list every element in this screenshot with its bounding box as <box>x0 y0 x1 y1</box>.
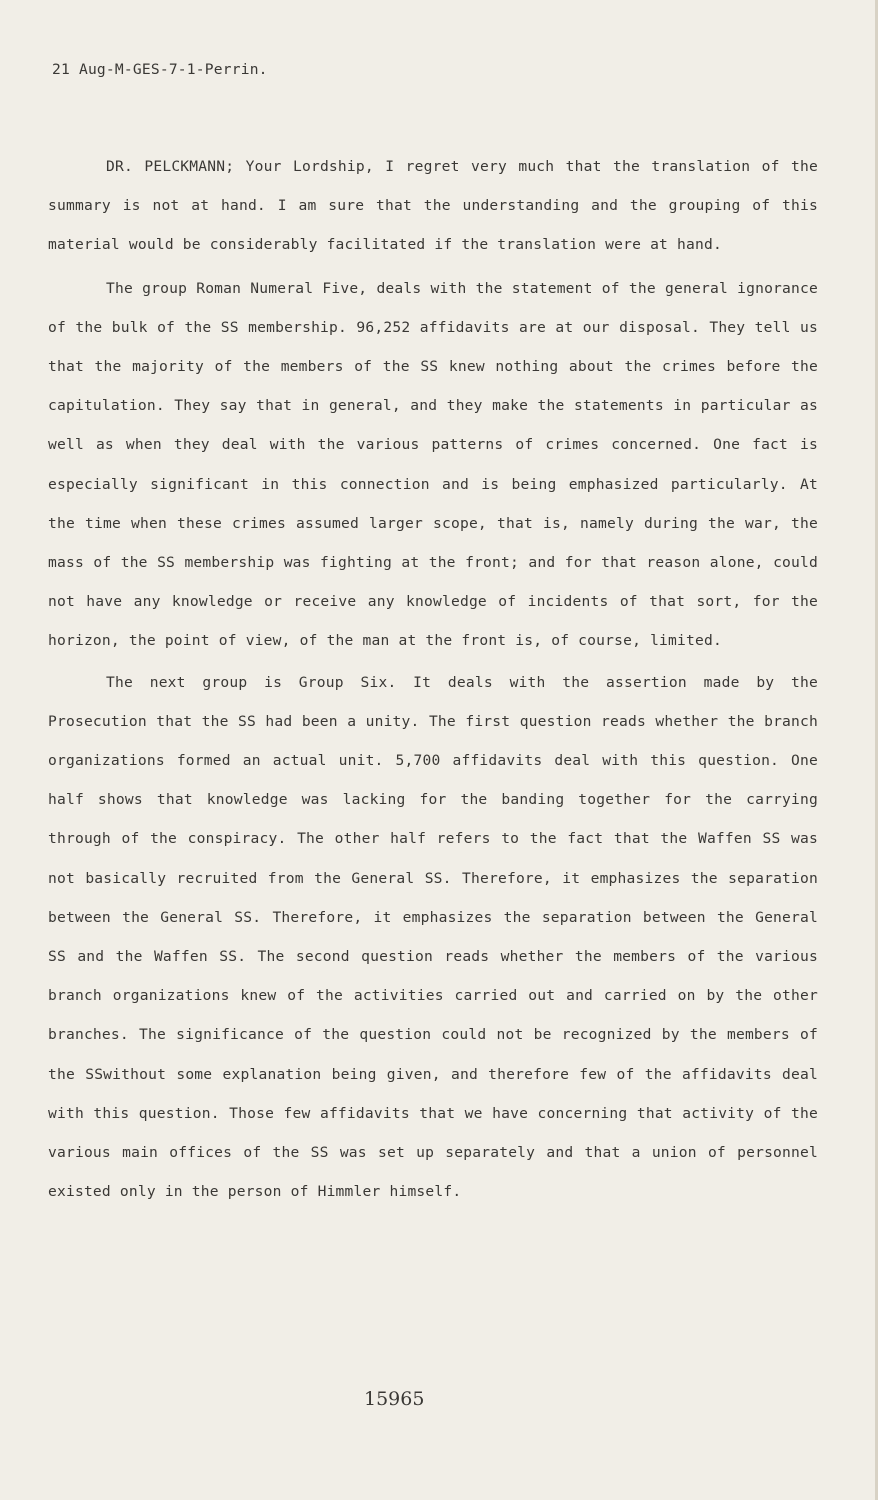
paragraph-2 <box>48 269 818 661</box>
document-body <box>48 55 818 1211</box>
document-header: 21 Aug-M-GES-7-1-Perrin. <box>52 61 268 78</box>
paragraph-3 <box>48 663 818 1212</box>
paragraph-3-text: The next group is Group Six. It deals with the assertion made by the Prosecution that the SS had been a unity. The first question reads whether the branch organizations formed an actual unit. 5,700 affidavits deal with this question. One half shows that knowledge was lacking for the banding together for the carrying through of the conspiracy. The other half refers to the fact that the Waffen SS was not basically recruited from the General SS. Therefore, it emphasizes the separation between the General SS. Therefore, it emphasizes the separation between the General SS and the Waffen SS. The second question reads whether the members of the various branch organizations knew of the activities carried out and carried on by the other branches. The significance of the question could not be recognized by the members of the SSwithout some explanation being given, and therefore few of the affidavits deal with this question. Those few affidavits that we have concerning that activity of the various main offices of the SS was set up separately and that a union of personnel existed only in the person of Himmler himself. <box>48 673 818 1201</box>
paragraph-1-text: DR. PELCKMANN; Your Lordship, I regret very much that the translation of the summary is not at hand. I am sure that the understanding and the grouping of this material would be considerably facilitated if the translation were at hand. <box>48 158 818 254</box>
paragraph-2-text: The group Roman Numeral Five, deals with the statement of the general ignorance of the bulk of the SS membership. 96,252 affidavits are at our disposal. They tell us that the majority of the members of the SS knew nothing about the crimes before the capitulation. They say that in general, and they make the statements in particular as well as when they deal with the various patterns of crimes concerned. One fact is especially significant in this connection and is being emphasized particularly. At the time when these crimes assumed larger scope, that is, namely during the war, the mass of the SS membership was fighting at the front; and for that reason alone, could not have any knowledge or receive any knowledge of incidents of that sort, for the horizon, the point of view, of the man at the front is, of course, limited. <box>48 279 818 650</box>
paragraph-1 <box>48 147 818 265</box>
page-number: 15965 <box>364 1388 425 1410</box>
